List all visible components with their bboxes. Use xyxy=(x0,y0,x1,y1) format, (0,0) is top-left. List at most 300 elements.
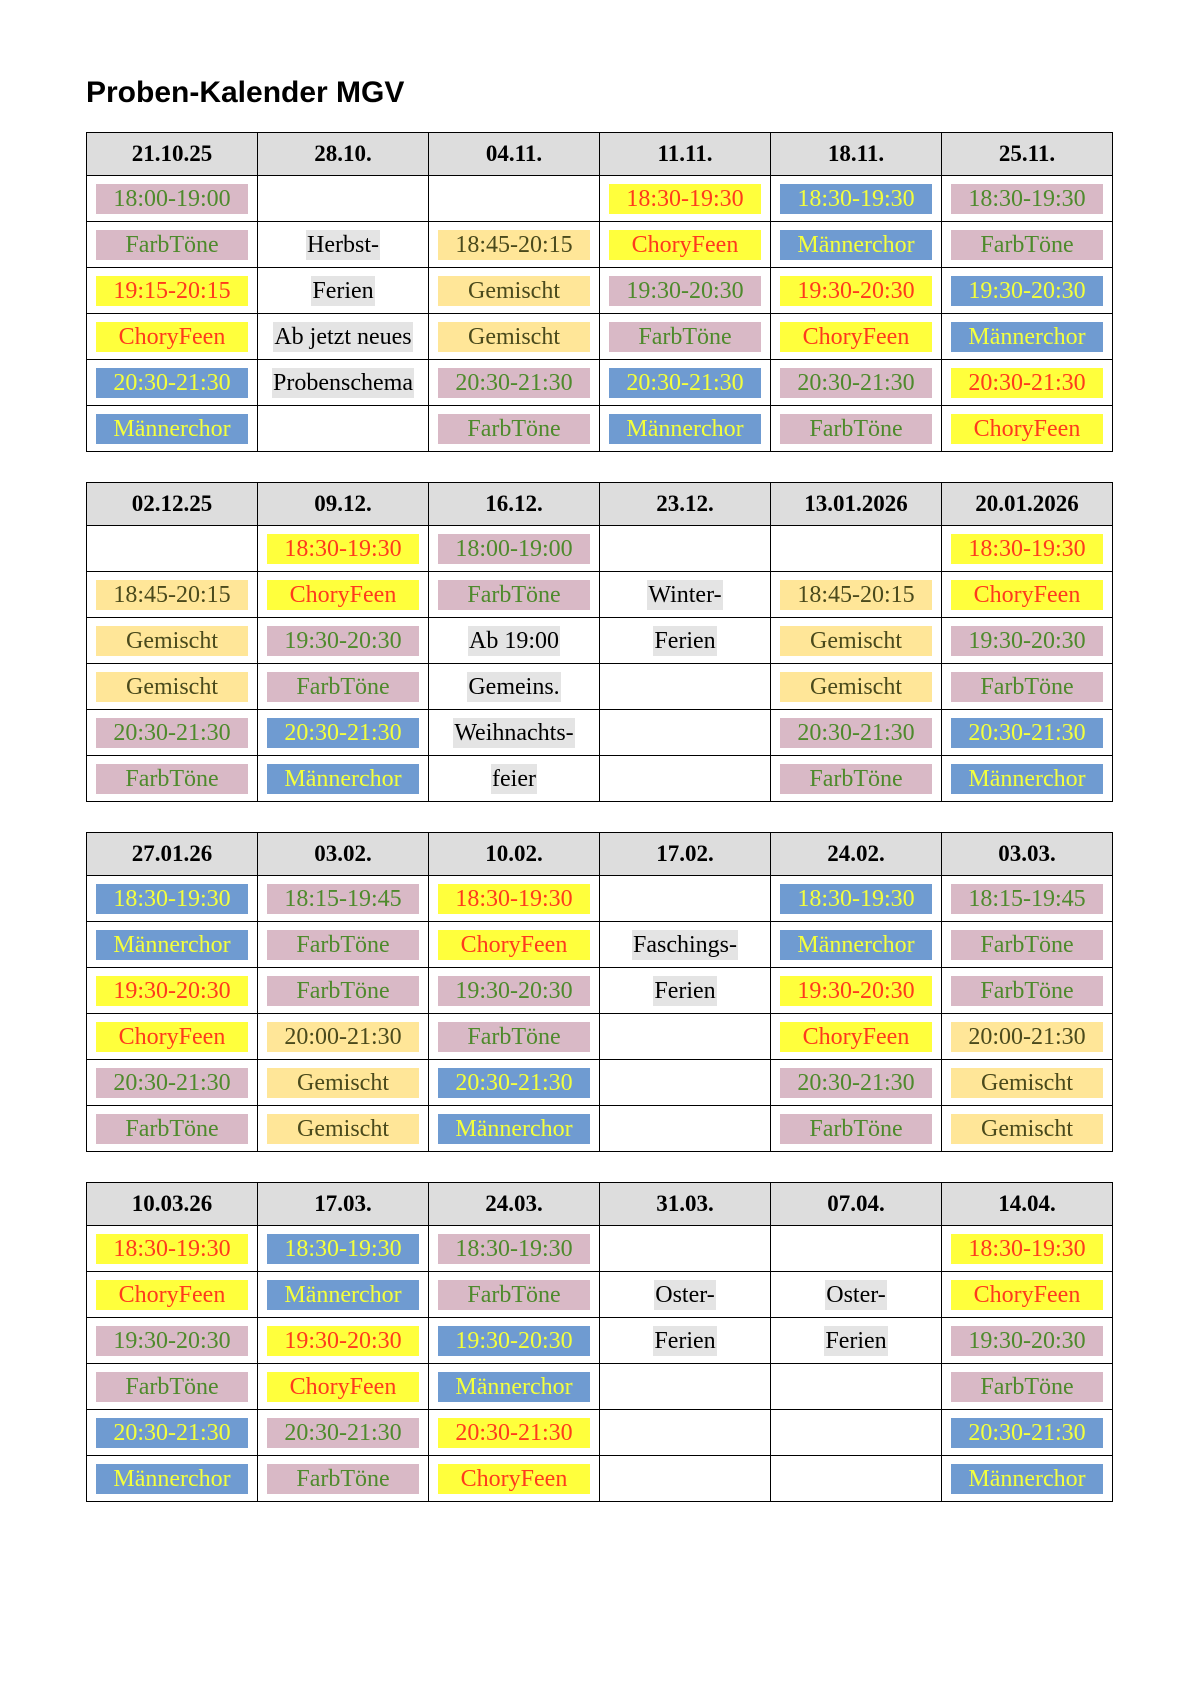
table-cell xyxy=(429,1106,600,1152)
choir-name: ChoryFeen xyxy=(96,322,248,352)
table-row xyxy=(87,922,1113,968)
rehearsal-time: 20:30-21:30 xyxy=(96,718,248,748)
choir-name: Männerchor xyxy=(96,1464,248,1494)
rehearsal-time: 19:30-20:30 xyxy=(951,626,1103,656)
rehearsal-time: 19:30-20:30 xyxy=(267,1326,419,1356)
table-cell xyxy=(258,572,429,618)
table-cell xyxy=(771,876,942,922)
holiday-note: Ferien xyxy=(312,277,374,304)
choir-name: ChoryFeen xyxy=(951,1280,1103,1310)
table-cell xyxy=(600,968,771,1014)
holiday-note: Herbst- xyxy=(307,231,379,258)
rehearsal-time: 20:30-21:30 xyxy=(96,1068,248,1098)
table-row xyxy=(87,176,1113,222)
table-cell xyxy=(771,710,942,756)
table-cell xyxy=(942,1226,1113,1272)
rehearsal-time: 19:30-20:30 xyxy=(267,626,419,656)
rehearsal-time: 19:30-20:30 xyxy=(438,976,590,1006)
date-header: 25.11. xyxy=(942,133,1113,176)
table-cell xyxy=(258,922,429,968)
holiday-note: Oster- xyxy=(655,1281,715,1308)
table-cell xyxy=(429,268,600,314)
table-cell xyxy=(429,222,600,268)
table-cell xyxy=(429,1014,600,1060)
table-cell xyxy=(771,1060,942,1106)
choir-name: Gemischt xyxy=(267,1068,419,1098)
choir-name: FarbTöne xyxy=(438,414,590,444)
table-cell xyxy=(429,710,600,756)
schedule-table xyxy=(86,132,1113,452)
schedule-table xyxy=(86,482,1113,802)
holiday-note: Ferien xyxy=(654,1327,716,1354)
table-cell xyxy=(771,1456,942,1502)
rehearsal-time: 18:30-19:30 xyxy=(96,1234,248,1264)
choir-name: Männerchor xyxy=(438,1372,590,1402)
table-cell xyxy=(600,710,771,756)
table-cell xyxy=(771,222,942,268)
rehearsal-time: 18:30-19:30 xyxy=(438,884,590,914)
rehearsal-time: 20:00-21:30 xyxy=(267,1022,419,1052)
table-cell xyxy=(600,1272,771,1318)
rehearsal-time: 18:30-19:30 xyxy=(609,184,761,214)
choir-name: ChoryFeen xyxy=(438,1464,590,1494)
table-cell xyxy=(429,1456,600,1502)
choir-name: FarbTöne xyxy=(951,930,1103,960)
table-cell xyxy=(429,526,600,572)
table-row xyxy=(87,968,1113,1014)
rehearsal-time: 19:30-20:30 xyxy=(96,1326,248,1356)
rehearsal-time: 20:30-21:30 xyxy=(96,1418,248,1448)
rehearsal-time: 18:30-19:30 xyxy=(951,534,1103,564)
choir-name: FarbTöne xyxy=(609,322,761,352)
table-row xyxy=(87,618,1113,664)
table-cell xyxy=(942,176,1113,222)
date-header: 31.03. xyxy=(600,1183,771,1226)
choir-name: FarbTöne xyxy=(780,764,932,794)
table-cell xyxy=(429,406,600,452)
table-cell xyxy=(942,1318,1113,1364)
table-cell xyxy=(600,618,771,664)
table-cell xyxy=(771,406,942,452)
table-cell xyxy=(87,526,258,572)
table-cell xyxy=(942,876,1113,922)
table-cell xyxy=(258,1014,429,1060)
table-cell xyxy=(429,1060,600,1106)
table-cell xyxy=(429,1272,600,1318)
table-cell xyxy=(258,1060,429,1106)
table-cell xyxy=(258,1364,429,1410)
date-header: 18.11. xyxy=(771,133,942,176)
rehearsal-time: 18:30-19:30 xyxy=(780,884,932,914)
table-cell xyxy=(600,1456,771,1502)
holiday-note: Ab 19:00 xyxy=(469,627,559,654)
rehearsal-time: 20:30-21:30 xyxy=(96,368,248,398)
holiday-note: Ferien xyxy=(654,627,716,654)
table-cell xyxy=(600,222,771,268)
table-cell xyxy=(258,176,429,222)
holiday-note: Winter- xyxy=(648,581,722,608)
rehearsal-time: 20:30-21:30 xyxy=(951,368,1103,398)
rehearsal-time: 18:30-19:30 xyxy=(951,1234,1103,1264)
rehearsal-time: 20:30-21:30 xyxy=(780,1068,932,1098)
rehearsal-time: 18:45-20:15 xyxy=(438,230,590,260)
table-cell xyxy=(771,314,942,360)
choir-name: Gemischt xyxy=(951,1068,1103,1098)
table-cell xyxy=(87,314,258,360)
table-cell xyxy=(87,1014,258,1060)
table-cell xyxy=(258,526,429,572)
table-cell xyxy=(87,572,258,618)
choir-name: FarbTöne xyxy=(267,1464,419,1494)
date-header: 10.03.26 xyxy=(87,1183,258,1226)
table-cell xyxy=(600,268,771,314)
choir-name: ChoryFeen xyxy=(951,580,1103,610)
rehearsal-time: 19:30-20:30 xyxy=(609,276,761,306)
choir-name: ChoryFeen xyxy=(267,1372,419,1402)
table-cell xyxy=(87,360,258,406)
table-cell xyxy=(87,1272,258,1318)
table-cell xyxy=(429,968,600,1014)
holiday-note: Ferien xyxy=(654,977,716,1004)
table-cell xyxy=(942,968,1113,1014)
table-row xyxy=(87,360,1113,406)
rehearsal-time: 19:30-20:30 xyxy=(951,276,1103,306)
rehearsal-time: 18:45-20:15 xyxy=(96,580,248,610)
table-cell xyxy=(771,968,942,1014)
table-row xyxy=(87,876,1113,922)
table-cell xyxy=(258,664,429,710)
choir-name: Gemischt xyxy=(96,672,248,702)
table-cell xyxy=(258,1226,429,1272)
choir-name: Männerchor xyxy=(609,414,761,444)
table-cell xyxy=(429,314,600,360)
date-header: 16.12. xyxy=(429,483,600,526)
table-cell xyxy=(771,664,942,710)
table-cell xyxy=(258,1106,429,1152)
choir-name: ChoryFeen xyxy=(96,1280,248,1310)
table-cell xyxy=(942,222,1113,268)
table-cell xyxy=(600,1226,771,1272)
table-cell xyxy=(258,968,429,1014)
date-header: 04.11. xyxy=(429,133,600,176)
table-cell xyxy=(942,526,1113,572)
rehearsal-time: 18:30-19:30 xyxy=(951,184,1103,214)
table-cell xyxy=(771,1364,942,1410)
table-cell xyxy=(942,1456,1113,1502)
table-cell xyxy=(942,314,1113,360)
table-cell xyxy=(87,1106,258,1152)
table-row xyxy=(87,1318,1113,1364)
table-cell xyxy=(942,360,1113,406)
date-header: 23.12. xyxy=(600,483,771,526)
choir-name: ChoryFeen xyxy=(951,414,1103,444)
table-cell xyxy=(429,618,600,664)
table-cell xyxy=(942,756,1113,802)
table-cell xyxy=(429,922,600,968)
rehearsal-time: 20:30-21:30 xyxy=(438,1418,590,1448)
table-cell xyxy=(600,1014,771,1060)
choir-name: Männerchor xyxy=(96,930,248,960)
rehearsal-time: 20:30-21:30 xyxy=(951,1418,1103,1448)
table-cell xyxy=(87,1364,258,1410)
table-cell xyxy=(771,176,942,222)
table-cell xyxy=(429,1226,600,1272)
date-header: 21.10.25 xyxy=(87,133,258,176)
choir-name: Männerchor xyxy=(267,1280,419,1310)
choir-name: Gemischt xyxy=(780,672,932,702)
rehearsal-time: 18:15-19:45 xyxy=(267,884,419,914)
date-header: 11.11. xyxy=(600,133,771,176)
table-cell xyxy=(600,876,771,922)
choir-name: FarbTöne xyxy=(951,672,1103,702)
table-row xyxy=(87,1226,1113,1272)
date-header: 27.01.26 xyxy=(87,833,258,876)
table-cell xyxy=(258,268,429,314)
table-cell xyxy=(258,756,429,802)
holiday-note: Faschings- xyxy=(633,931,737,958)
table-cell xyxy=(87,756,258,802)
rehearsal-time: 18:30-19:30 xyxy=(267,1234,419,1264)
rehearsal-time: 20:30-21:30 xyxy=(438,368,590,398)
table-row xyxy=(87,1014,1113,1060)
table-cell xyxy=(429,1318,600,1364)
table-cell xyxy=(942,406,1113,452)
rehearsal-time: 18:30-19:30 xyxy=(780,184,932,214)
table-cell xyxy=(600,406,771,452)
date-header: 17.02. xyxy=(600,833,771,876)
rehearsal-time: 20:30-21:30 xyxy=(780,368,932,398)
table-cell xyxy=(87,1060,258,1106)
choir-name: ChoryFeen xyxy=(96,1022,248,1052)
table-cell xyxy=(771,1106,942,1152)
table-cell xyxy=(87,618,258,664)
rehearsal-time: 18:15-19:45 xyxy=(951,884,1103,914)
table-row xyxy=(87,1410,1113,1456)
schedule-table xyxy=(86,832,1113,1152)
date-header: 13.01.2026 xyxy=(771,483,942,526)
date-header-row xyxy=(87,833,1113,876)
table-cell xyxy=(600,756,771,802)
table-cell xyxy=(429,756,600,802)
choir-name: FarbTöne xyxy=(780,1114,932,1144)
date-header: 24.02. xyxy=(771,833,942,876)
date-header: 02.12.25 xyxy=(87,483,258,526)
choir-name: Männerchor xyxy=(780,230,932,260)
choir-name: Männerchor xyxy=(951,322,1103,352)
rehearsal-time: 20:30-21:30 xyxy=(267,718,419,748)
table-cell xyxy=(258,406,429,452)
table-cell xyxy=(600,526,771,572)
choir-name: FarbTöne xyxy=(96,764,248,794)
date-header: 20.01.2026 xyxy=(942,483,1113,526)
table-cell xyxy=(429,572,600,618)
holiday-note: Probenschema xyxy=(273,369,413,396)
table-row xyxy=(87,710,1113,756)
rehearsal-time: 20:30-21:30 xyxy=(438,1068,590,1098)
holiday-note: Gemeins. xyxy=(468,673,560,700)
choir-name: FarbTöne xyxy=(951,976,1103,1006)
table-cell xyxy=(87,664,258,710)
rehearsal-time: 18:00-19:00 xyxy=(438,534,590,564)
date-header: 07.04. xyxy=(771,1183,942,1226)
choir-name: ChoryFeen xyxy=(780,1022,932,1052)
table-cell xyxy=(429,1364,600,1410)
table-cell xyxy=(600,314,771,360)
date-header: 28.10. xyxy=(258,133,429,176)
table-cell xyxy=(771,572,942,618)
date-header: 10.02. xyxy=(429,833,600,876)
choir-name: Männerchor xyxy=(96,414,248,444)
rehearsal-time: 19:15-20:15 xyxy=(96,276,248,306)
choir-name: Männerchor xyxy=(951,764,1103,794)
table-cell xyxy=(429,664,600,710)
choir-name: ChoryFeen xyxy=(780,322,932,352)
table-cell xyxy=(87,1410,258,1456)
rehearsal-time: 19:30-20:30 xyxy=(96,976,248,1006)
table-cell xyxy=(258,222,429,268)
table-cell xyxy=(942,1272,1113,1318)
choir-name: Gemischt xyxy=(780,626,932,656)
table-row xyxy=(87,1106,1113,1152)
table-cell xyxy=(771,922,942,968)
table-cell xyxy=(258,618,429,664)
choir-name: FarbTöne xyxy=(951,1372,1103,1402)
table-cell xyxy=(771,360,942,406)
table-cell xyxy=(87,876,258,922)
table-cell xyxy=(87,222,258,268)
table-cell xyxy=(429,176,600,222)
table-cell xyxy=(771,1226,942,1272)
date-header: 09.12. xyxy=(258,483,429,526)
table-row xyxy=(87,1456,1113,1502)
choir-name: ChoryFeen xyxy=(267,580,419,610)
table-row xyxy=(87,664,1113,710)
table-cell xyxy=(771,1410,942,1456)
rehearsal-time: 20:30-21:30 xyxy=(609,368,761,398)
rehearsal-time: 18:30-19:30 xyxy=(267,534,419,564)
choir-name: ChoryFeen xyxy=(609,230,761,260)
date-header: 24.03. xyxy=(429,1183,600,1226)
choir-name: ChoryFeen xyxy=(438,930,590,960)
holiday-note: Ferien xyxy=(825,1327,887,1354)
table-cell xyxy=(87,268,258,314)
date-header-row xyxy=(87,133,1113,176)
rehearsal-time: 20:30-21:30 xyxy=(951,718,1103,748)
page-title: Proben-Kalender MGV xyxy=(86,76,405,109)
rehearsal-time: 20:30-21:30 xyxy=(780,718,932,748)
table-cell xyxy=(942,572,1113,618)
table-row xyxy=(87,526,1113,572)
choir-name: Männerchor xyxy=(951,1464,1103,1494)
table-cell xyxy=(600,1318,771,1364)
table-cell xyxy=(942,1106,1113,1152)
choir-name: FarbTöne xyxy=(438,1022,590,1052)
table-cell xyxy=(87,968,258,1014)
table-cell xyxy=(600,922,771,968)
choir-name: Männerchor xyxy=(267,764,419,794)
holiday-note: Oster- xyxy=(826,1281,886,1308)
table-cell xyxy=(600,1060,771,1106)
table-row xyxy=(87,1364,1113,1410)
table-cell xyxy=(771,618,942,664)
choir-name: FarbTöne xyxy=(267,672,419,702)
table-cell xyxy=(600,176,771,222)
choir-name: FarbTöne xyxy=(96,230,248,260)
table-cell xyxy=(942,618,1113,664)
table-cell xyxy=(942,664,1113,710)
table-row xyxy=(87,1060,1113,1106)
table-cell xyxy=(258,1456,429,1502)
table-cell xyxy=(942,1060,1113,1106)
choir-name: FarbTöne xyxy=(951,230,1103,260)
date-header: 03.02. xyxy=(258,833,429,876)
table-cell xyxy=(771,1318,942,1364)
choir-name: FarbTöne xyxy=(438,580,590,610)
choir-name: Gemischt xyxy=(438,276,590,306)
table-cell xyxy=(258,1410,429,1456)
rehearsal-time: 18:30-19:30 xyxy=(96,884,248,914)
choir-name: FarbTöne xyxy=(96,1114,248,1144)
date-header-row xyxy=(87,1183,1113,1226)
table-row xyxy=(87,756,1113,802)
choir-name: Männerchor xyxy=(780,930,932,960)
holiday-note: Weihnachts- xyxy=(454,719,574,746)
table-cell xyxy=(258,710,429,756)
choir-name: Männerchor xyxy=(438,1114,590,1144)
table-cell xyxy=(771,526,942,572)
table-cell xyxy=(87,1318,258,1364)
table-cell xyxy=(600,360,771,406)
table-cell xyxy=(771,1014,942,1060)
rehearsal-time: 20:00-21:30 xyxy=(951,1022,1103,1052)
table-cell xyxy=(942,1014,1113,1060)
choir-name: FarbTöne xyxy=(267,930,419,960)
table-cell xyxy=(600,1106,771,1152)
table-cell xyxy=(87,1226,258,1272)
rehearsal-time: 19:30-20:30 xyxy=(438,1326,590,1356)
schedule-table xyxy=(86,1182,1113,1502)
table-cell xyxy=(258,1272,429,1318)
table-cell xyxy=(771,756,942,802)
choir-name: Gemischt xyxy=(267,1114,419,1144)
table-cell xyxy=(87,1456,258,1502)
table-row xyxy=(87,268,1113,314)
choir-name: FarbTöne xyxy=(267,976,419,1006)
date-header: 03.03. xyxy=(942,833,1113,876)
table-cell xyxy=(942,1364,1113,1410)
table-cell xyxy=(87,710,258,756)
table-cell xyxy=(87,922,258,968)
table-cell xyxy=(771,1272,942,1318)
table-cell xyxy=(942,268,1113,314)
table-row xyxy=(87,406,1113,452)
rehearsal-time: 18:30-19:30 xyxy=(438,1234,590,1264)
rehearsal-time: 18:45-20:15 xyxy=(780,580,932,610)
choir-name: Gemischt xyxy=(96,626,248,656)
table-cell xyxy=(942,710,1113,756)
rehearsal-time: 19:30-20:30 xyxy=(780,276,932,306)
table-cell xyxy=(600,572,771,618)
choir-name: Gemischt xyxy=(951,1114,1103,1144)
rehearsal-time: 18:00-19:00 xyxy=(96,184,248,214)
table-cell xyxy=(429,1410,600,1456)
table-row xyxy=(87,572,1113,618)
table-cell xyxy=(258,314,429,360)
table-cell xyxy=(600,1410,771,1456)
table-cell xyxy=(429,360,600,406)
rehearsal-time: 20:30-21:30 xyxy=(267,1418,419,1448)
rehearsal-time: 19:30-20:30 xyxy=(780,976,932,1006)
